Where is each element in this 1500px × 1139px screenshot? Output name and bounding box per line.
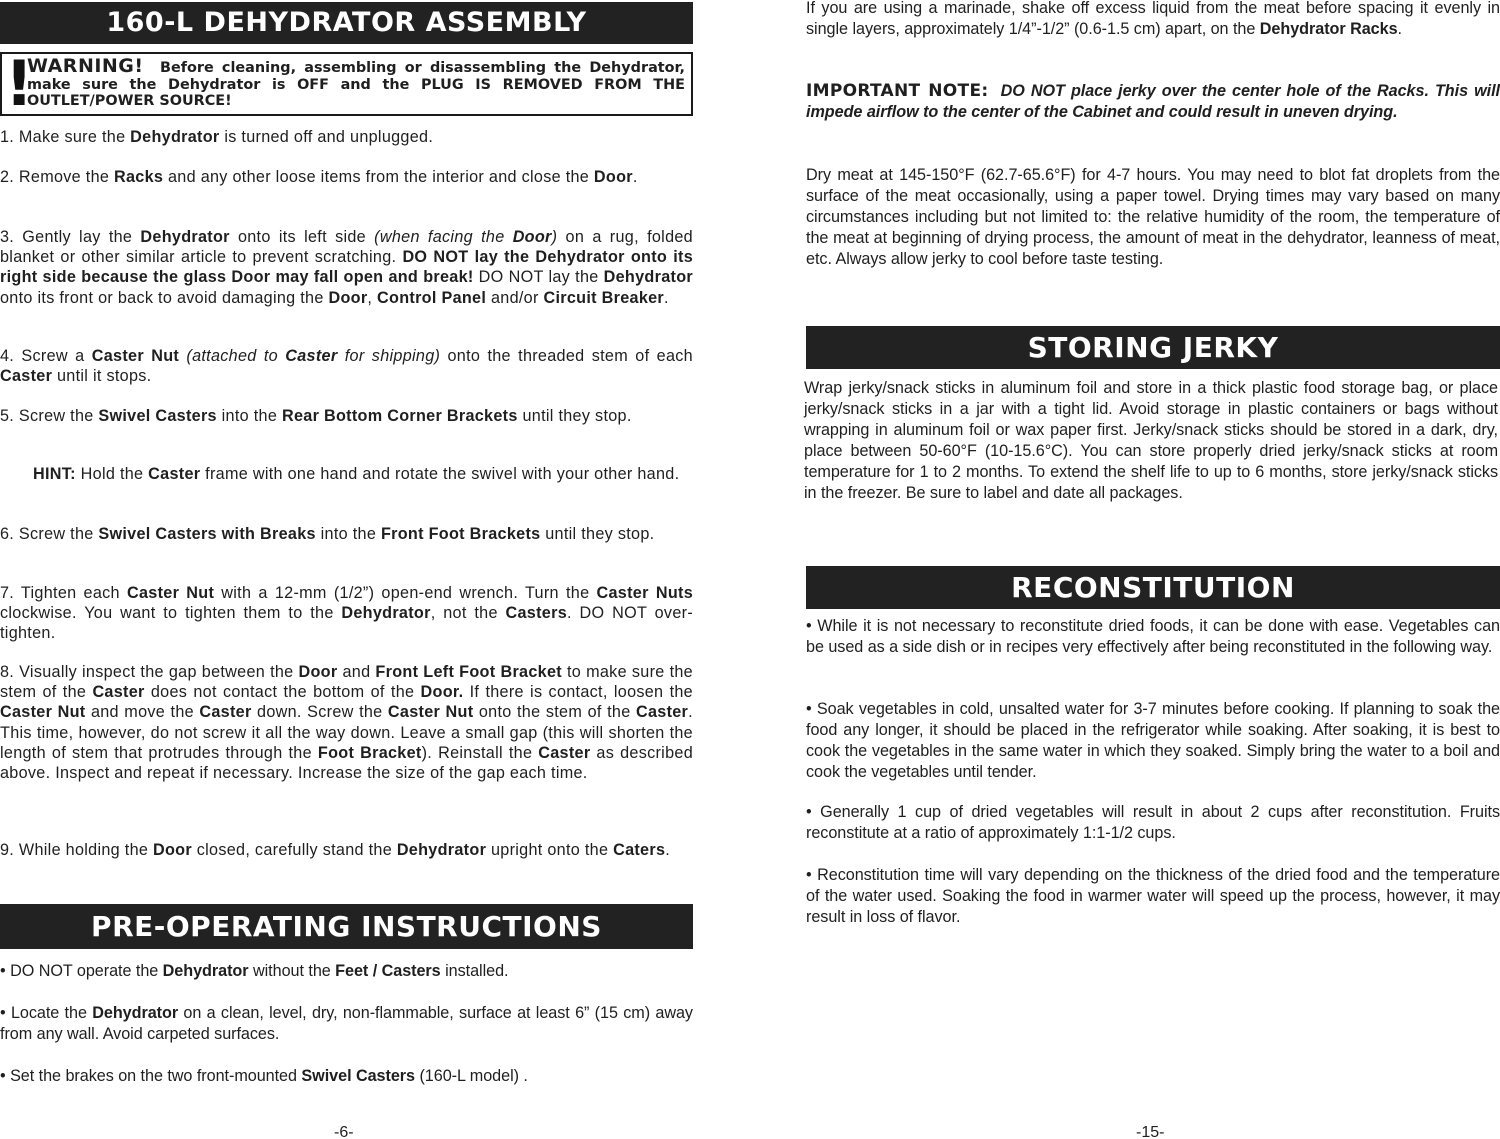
step-9: 9. While holding the Door closed, carefully stand the Dehydrator upright onto the Caters. (0, 841, 671, 859)
recon-item-1: • While it is not necessary to reconstitute dried foods, it can be done with ease. Vegetables can be used as a side dish or in recipes very effectively after being reconstituted in the following way. (806, 617, 1500, 656)
step-2: 2. Remove the Racks and any other loose items from the interior and close the Door. (0, 168, 638, 186)
preop-item-3: • Set the brakes on the two front-mounted Swivel Casters (160-L model) . (0, 1067, 528, 1085)
page-number-right: -15- (1136, 1124, 1165, 1139)
storing-jerky-banner: STORING JERKY (806, 326, 1500, 369)
step-8: 8. Visually inspect the gap between the Door and Front Left Foot Bracket to make sure the stem of the Caster does not contact the bottom of the Door. If there is contact, loosen the Caster Nut and move the Caster down. Screw the Caster Nut onto the stem of the Caster. This time, however, do not screw it all the way down. Leave a small gap (this will shorten the length of stem that protrudes through the Foot Bracket). Reinstall the Caster as described above. Inspect and repeat if necessary. Increase the size of the gap each time. (0, 663, 693, 783)
reconstitution-banner: RECONSTITUTION (806, 566, 1500, 609)
exclamation-icon: ! (5, 47, 34, 120)
step-7: 7. Tighten each Caster Nut with a 12-mm (1/2”) open-end wrench. Turn the Caster Nuts clockwise. You want to tighten them to the Dehydrator, not the Casters. DO NOT over-tighten. (0, 584, 694, 643)
step-4: 4. Screw a Caster Nut (attached to Caster for shipping) onto the threaded stem of each Caster until it stops. (0, 347, 693, 386)
warning-label: WARNING! (27, 55, 144, 77)
preop-item-1: • DO NOT operate the Dehydrator without the Feet / Casters installed. (0, 962, 509, 980)
important-note: IMPORTANT NOTE: DO NOT place jerky over the center hole of the Racks. This will impede airflow to the center of the Cabinet and could result in uneven drying. (806, 81, 1500, 121)
step-6: 6. Screw the Swivel Casters with Breaks into the Front Foot Brackets until they stop. (0, 525, 655, 543)
preop-item-2: • Locate the Dehydrator on a clean, level, dry, non-flammable, surface at least 6” (15 cm) away from any wall. Avoid carpeted surfaces. (0, 1004, 693, 1043)
recon-item-2: • Soak vegetables in cold, unsalted water for 3-7 minutes before cooking. If planning to soak the food any longer, it should be placed in the refrigerator while soaking. After soaking, it is best to cook the vegetables in the same water in which they soaked. Simply bring the water to a boil and cook the vegetables until tender. (806, 700, 1500, 781)
page-number-left: -6- (334, 1124, 354, 1139)
pre-operating-banner: PRE-OPERATING INSTRUCTIONS (0, 904, 693, 949)
marinade-paragraph: If you are using a marinade, shake off excess liquid from the meat before spacing it evenly in single layers, approximately 1/4”-1/2” (0.6-1.5 cm) apart, on the Dehydrator Racks. (806, 0, 1500, 38)
storing-paragraph: Wrap jerky/snack sticks in aluminum foil and store in a thick plastic food storage bag, or place jerky/snack sticks in a jar with a tight lid. Avoid storage in plastic containers or bags without wrapping in aluminum foil or wax paper first. Jerky/snack sticks should be stored in a dark, dry, place between 50-60°F (10-15.6°C). You can store properly dried jerky/snack sticks at room temperature for 1 to 2 months. To extend the shelf life to up to 6 months, store jerky/snack sticks in the freezer. Be sure to label and date all packages. (804, 379, 1498, 502)
step-3: 3. Gently lay the Dehydrator onto its left side (when facing the Door) on a rug, folded blanket or other similar article to prevent scratching. DO NOT lay the Dehydrator onto its right side because the glass Door may fall open and break! DO NOT lay the Dehydrator onto its front or back to avoid damaging the Door, Control Panel and/or Circuit Breaker. (0, 228, 693, 307)
warning-box (0, 47, 693, 120)
hint: HINT: Hold the Caster frame with one hand and rotate the swivel with your other hand. (33, 465, 680, 483)
important-note-label: IMPORTANT NOTE: (806, 81, 989, 101)
drying-paragraph: Dry meat at 145-150°F (62.7-65.6°F) for 4-7 hours. You may need to blot fat droplets from the surface of the meat occasionally, using a paper towel. Drying times may vary based on many circumstances including but not limited to: the relative humidity of the room, the temperature of the meat at beginning of drying process, the amount of meat in the dehydrator, leanness of meat, etc. Always allow jerky to cool before taste testing. (806, 166, 1500, 268)
recon-item-3: • Generally 1 cup of dried vegetables will result in about 2 cups after reconstitution. Fruits reconstitute at a ratio of approximately 1:1-1/2 cups. (806, 803, 1500, 842)
recon-item-4: • Reconstitution time will vary depending on the thickness of the dried food and the temperature of the water used. Soaking the food in warmer water will speed up the process, however, it may result in loss of flavor. (806, 866, 1500, 926)
warning-text: WARNING! Before cleaning, assembling or disassembling the Dehydrator, make sure the Dehydrator is OFF and the PLUG IS REMOVED FROM THE OUTLET/POWER SOURCE! (27, 55, 685, 110)
step-1: 1. Make sure the Dehydrator is turned off and unplugged. (0, 128, 434, 146)
step-5: 5. Screw the Swivel Casters into the Rear Bottom Corner Brackets until they stop. (0, 407, 632, 425)
assembly-banner: 160-L DEHYDRATOR ASSEMBLY (0, 2, 693, 44)
